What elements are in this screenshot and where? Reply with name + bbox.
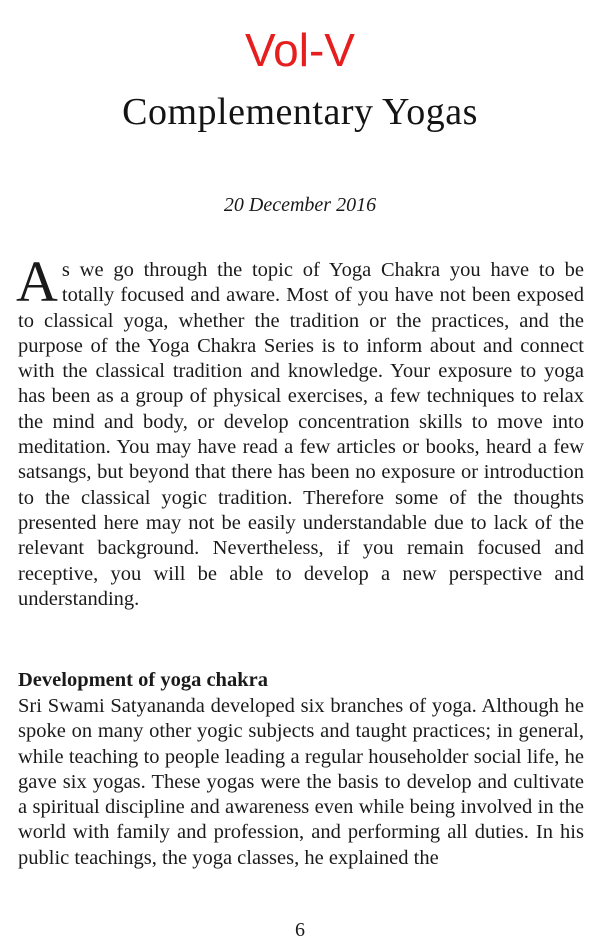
drop-cap: A [16, 249, 58, 314]
chapter-date: 20 December 2016 [223, 194, 377, 216]
intro-paragraph [16, 249, 584, 612]
volume-label: Vol-V [245, 24, 355, 76]
chapter-title: Complementary Yogas [122, 91, 478, 133]
section-paragraph: Sri Swami Satyananda developed six branches of yoga. Although he spoke on many other yogic subjects and taught practices; in general, while teaching to people leading a regular householder social life, he gave six yogas. These yogas were the basis to develop and cultivate a spiritual discipline and awareness even while being involved in the world with family and profession, and performing all duties. In his public teachings, the yoga classes, he explained the [18, 695, 584, 869]
section-heading: Development of yoga chakra [18, 669, 268, 691]
page-number: 6 [295, 919, 305, 941]
intro-paragraph-text: s we go through the topic of Yoga Chakra you have to be totally focused and aware. Most of you have not been exposed to classical yoga, whether the tradition or the practices, and the purpose of the Yoga Chakra Series is to inform about and connect with the classical tradition and knowledge. Your exposure to yoga has been as a group of physical exercises, a few techniques to relax the mind and body, or develop concentration skills to move into meditation. You may have read a few articles or books, heard a few satsangs, but beyond that there has been no exposure or introduction to the classical yogic tradition. Therefore some of the thoughts presented here may not be easily understandable due to lack of the relevant background. Nevertheless, if you remain focused and receptive, you will be able to develop a new perspective and understanding. [18, 259, 584, 610]
